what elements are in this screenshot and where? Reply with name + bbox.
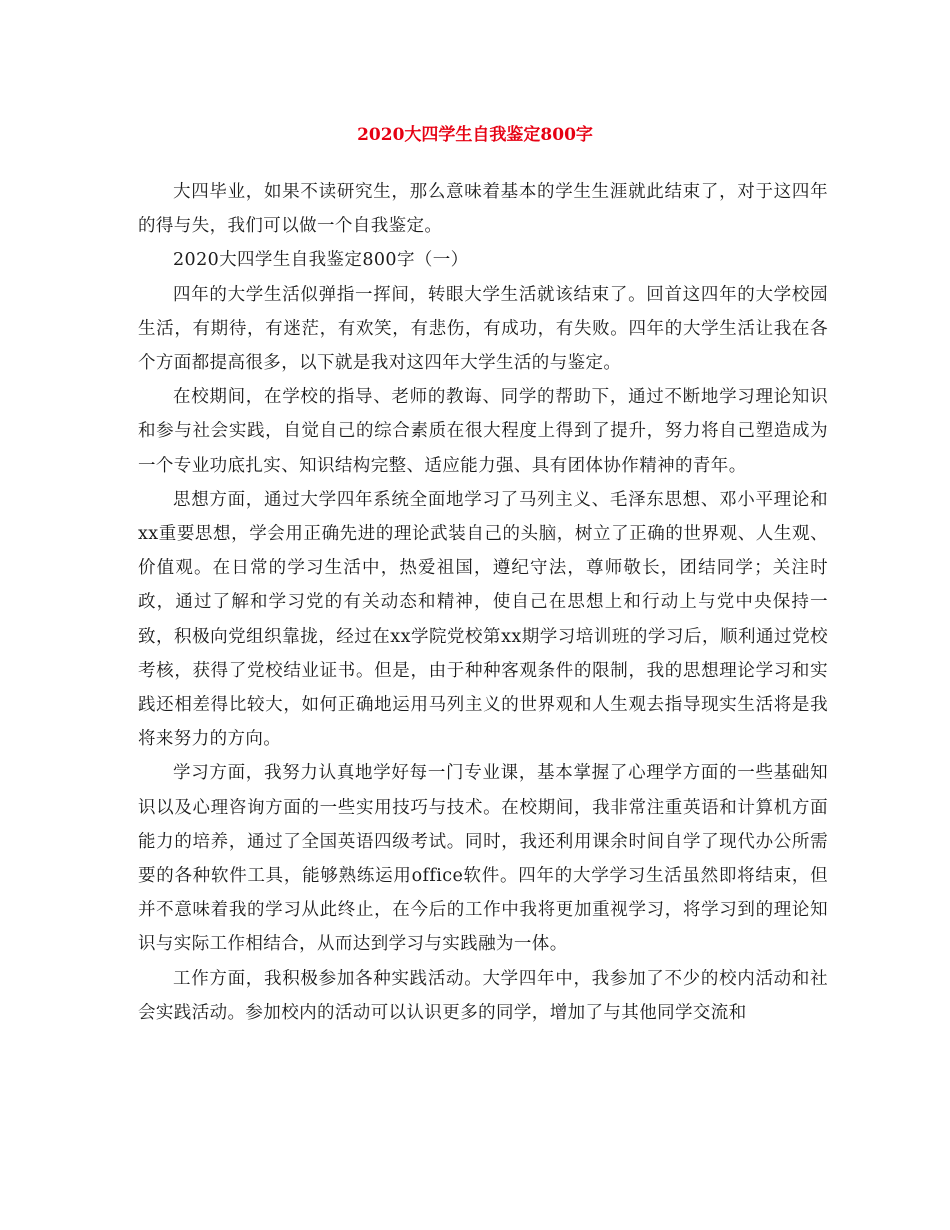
- body-paragraph: 学习方面，我努力认真地学好每一门专业课，基本掌握了心理学方面的一些基础知识以及心理咨询方面的一些实用技巧与技术。在校期间，我非常注重英语和计算机方面能力的培养，通过了全国英语四级考试。同时，我还利用课余时间自学了现代办公所需要的各种软件工具，能够熟练运用office软件。四年的大学学习生活虽然即将结束，但并不意味着我的学习从此终止，在今后的工作中我将更加重视学习，将学习到的理论知识与实际工作相结合，从而达到学习与实践融为一体。: [138, 763, 828, 955]
- body-paragraph: 思想方面，通过大学四年系统全面地学习了马列主义、毛泽东思想、邓小平理论和xx重要思想，学会用正确先进的理论武装自己的头脑，树立了正确的世界观、人生观、价值观。在日常的学习生活中，热爱祖国，遵纪守法，尊师敬长，团结同学；关注时政，通过了解和学习党的有关动态和精神，使自己在思想上和行动上与党中央保持一致，积极向党组织靠拢，经过在xx学院党校第xx期学习培训班的学习后，顺利通过党校考核，获得了党校结业证书。但是，由于种种客观条件的限制，我的思想理论学习和实践还相差得比较大，如何正确地运用马列主义的世界观和人生观去指导现实生活将是我将来努力的方向。: [138, 489, 828, 750]
- body-paragraph: 工作方面，我积极参加各种实践活动。大学四年中，我参加了不少的校内活动和社会实践活动。参加校内的活动可以认识更多的同学，增加了与其他同学交流和: [138, 968, 828, 1023]
- body-paragraph: 四年的大学生活似弹指一挥间，转眼大学生活就该结束了。回首这四年的大学校园生活，有期待，有迷茫，有欢笑，有悲伤，有成功，有失败。四年的大学生活让我在各个方面都提高很多，以下就是我对这四年大学生活的与鉴定。: [138, 284, 828, 374]
- document-body: [138, 175, 828, 1030]
- document-title: 2020大四学生自我鉴定800字: [357, 125, 593, 145]
- intro-paragraph: 大四毕业，如果不读研究生，那么意味着基本的学生生涯就此结束了，对于这四年的得与失，我们可以做一个自我鉴定。: [138, 182, 828, 237]
- body-paragraph: 在校期间，在学校的指导、老师的教诲、同学的帮助下，通过不断地学习理论知识和参与社会实践，自觉自己的综合素质在很大程度上得到了提升，努力将自己塑造成为一个专业功底扎实、知识结构完整、适应能力强、具有团体协作精神的青年。: [138, 387, 828, 476]
- section-heading: 2020大四学生自我鉴定800字（一）: [173, 250, 469, 271]
